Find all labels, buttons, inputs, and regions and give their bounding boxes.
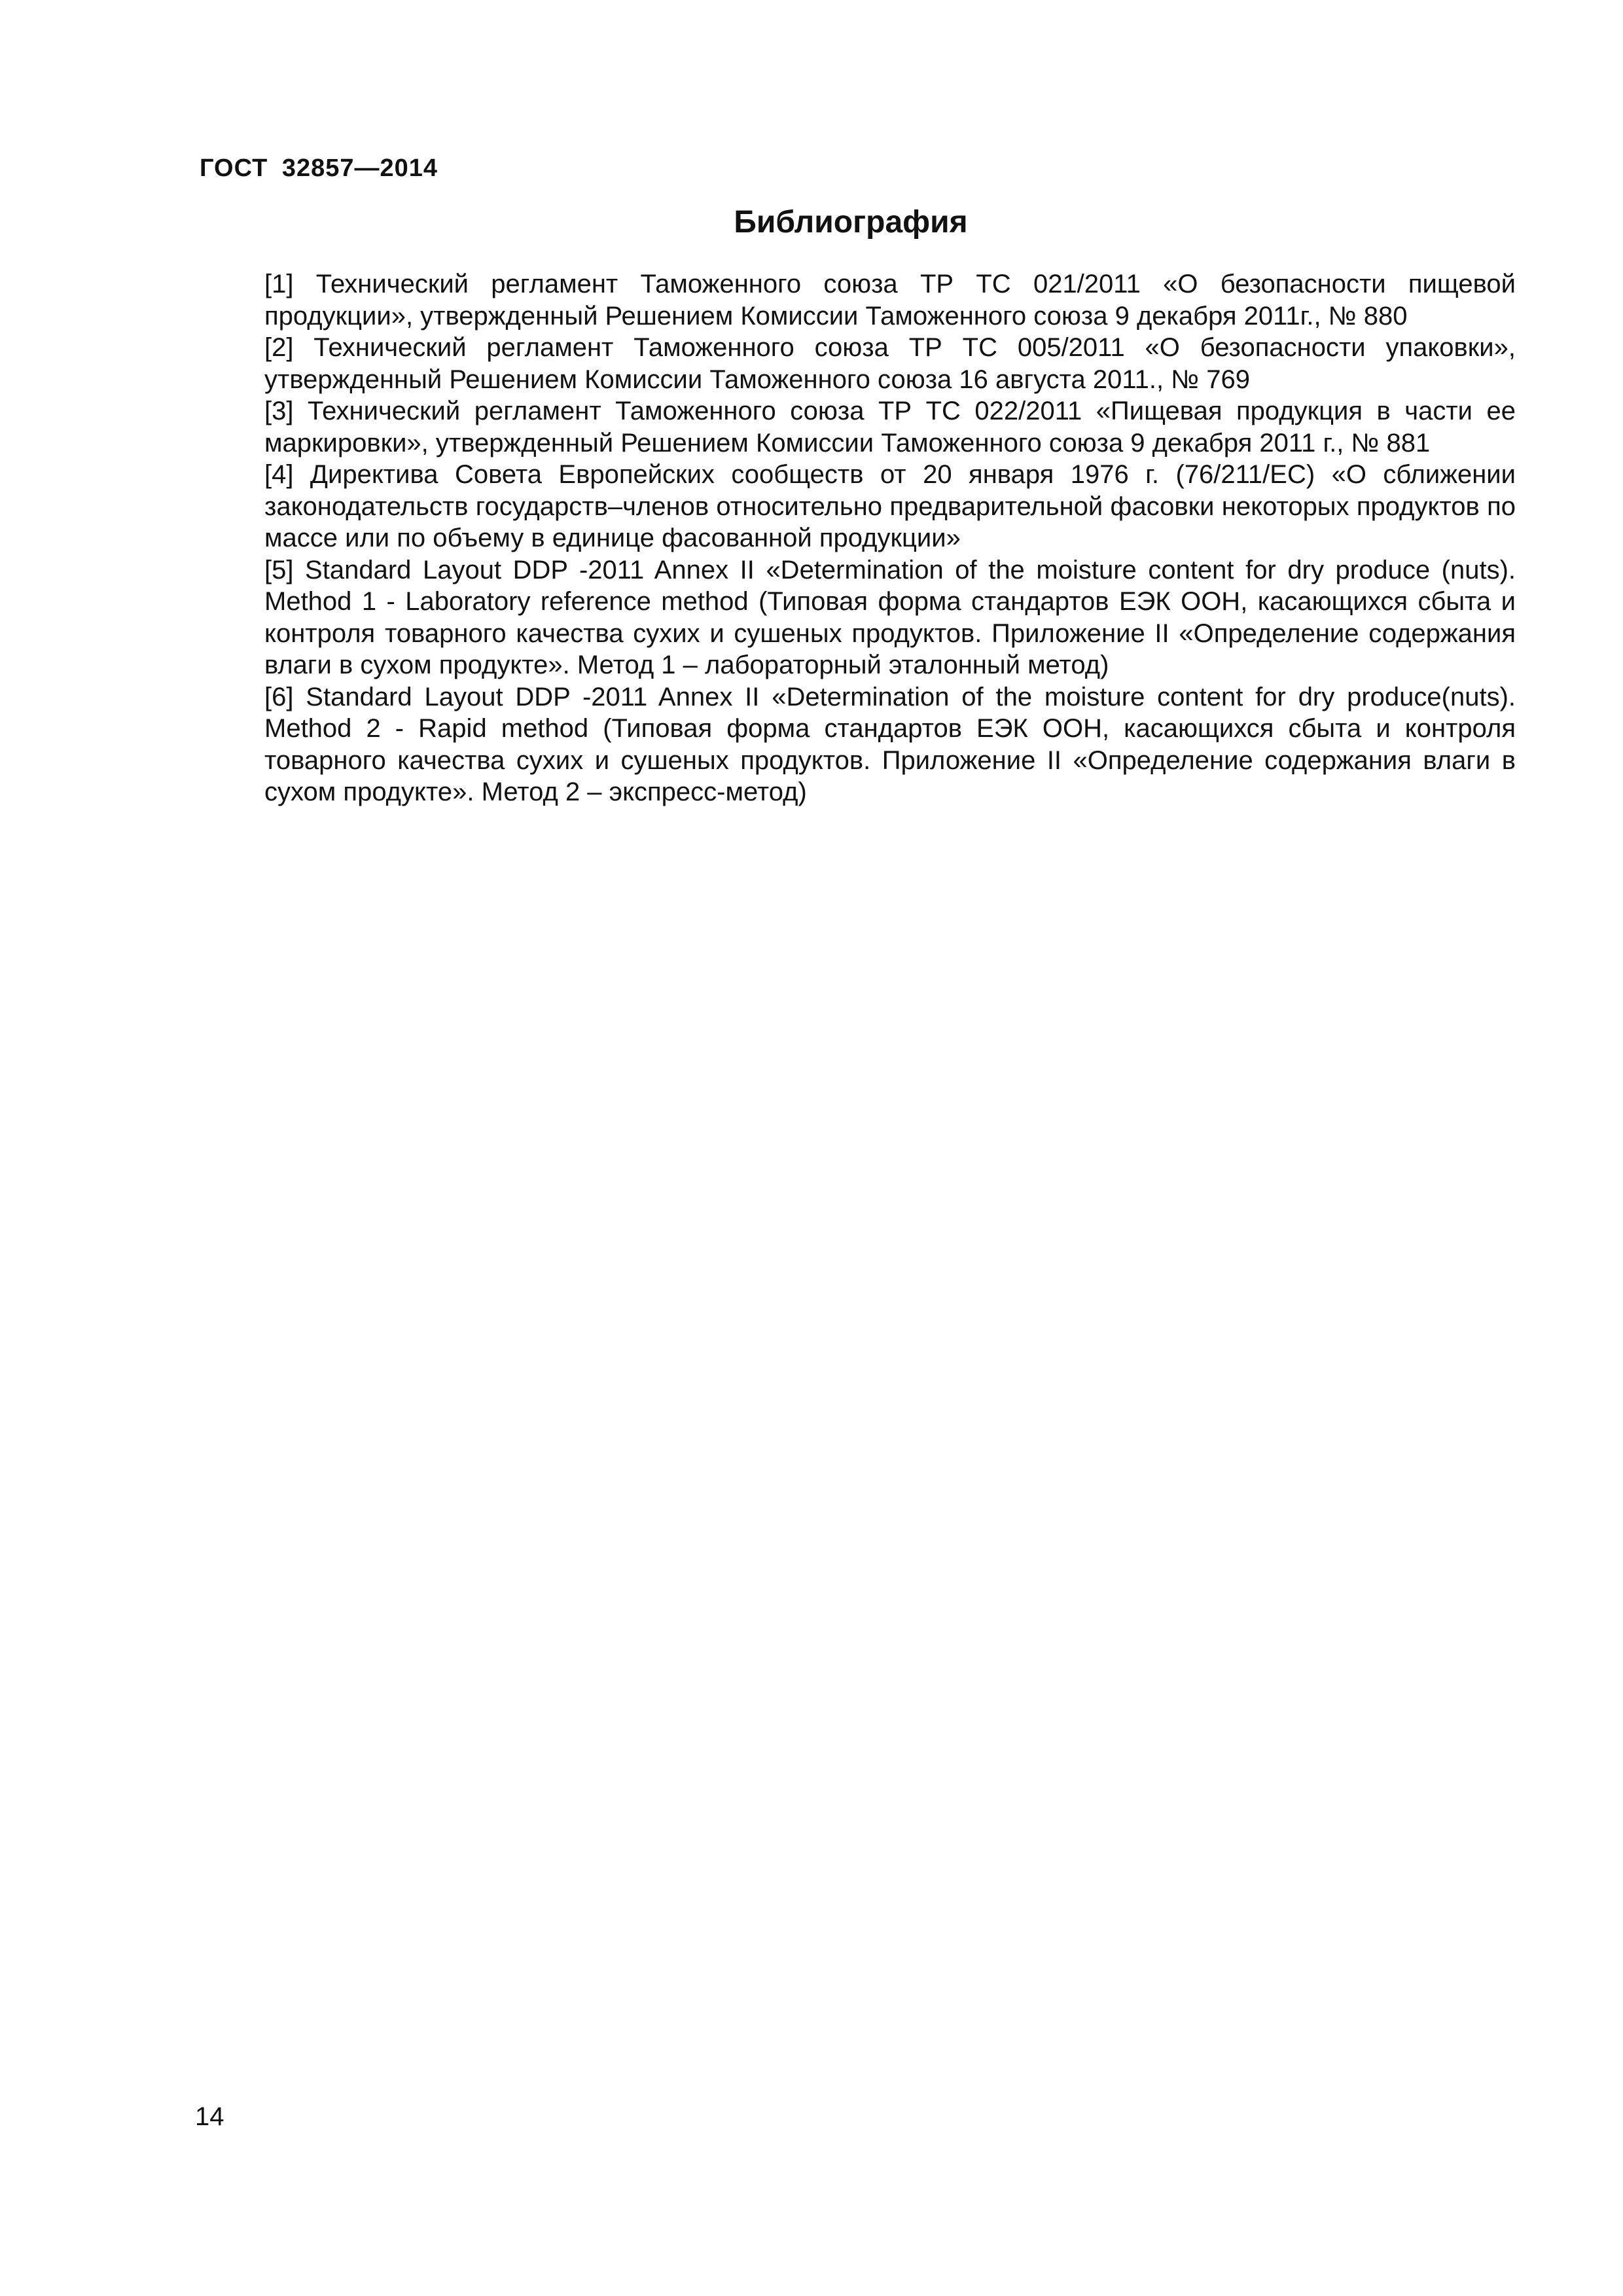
bibliography-entry: [1] Технический регламент Таможенного союза ТР ТС 021/2011 «О безопасности пищевой продукции», утвержденный Решением Комиссии Таможенного союза 9 декабря 2011г., № 880 (264, 270, 1516, 331)
page-title: Библиография (734, 205, 968, 240)
bibliography-entry: [4] Директива Совета Европейских сообществ от 20 января 1976 г. (76/211/ЕС) «О сближении законодательств государств–членов относительно предварительной фасовки некоторых продуктов по массе или по объему в единице фасованной продукции» (264, 460, 1516, 552)
page-number: 14 (195, 2102, 224, 2131)
bibliography-entry: [3] Технический регламент Таможенного союза ТР ТС 022/2011 «Пищевая продукция в части ее маркировки», утвержденный Решением Комиссии Таможенного союза 9 декабря 2011 г., № 881 (264, 397, 1516, 457)
bibliography-list (264, 268, 1516, 808)
bibliography-entry: [2] Технический регламент Таможенного союза ТР ТС 005/2011 «О безопасности упаковки», утвержденный Решением Комиссии Таможенного союза 16 августа 2011., № 769 (264, 333, 1516, 394)
document-code-header: ГОСТ 32857—2014 (200, 154, 438, 182)
bibliography-entry: [5] Standard Layout DDP -2011 Annex II «Determination of the moisture content for dry produce (nuts). Method 1 - Laboratory reference method (Типовая форма стандартов ЕЭК ООН, касающихся сбыта и контроля товарного качества сухих и сушеных продуктов. Приложение II «Определение содержания влаги в сухом продукте». Метод 1 – лабораторный эталонный метод) (264, 555, 1516, 679)
bibliography-entry: [6] Standard Layout DDP -2011 Annex II «Determination of the moisture content for dry produce(nuts). Method 2 - Rapid method (Типовая форма стандартов ЕЭК ООН, касающихся сбыта и контроля товарного качества сухих и сушеных продуктов. Приложение II «Определение содержания влаги в сухом продукте». Метод 2 – экспресс-метод) (264, 682, 1516, 806)
